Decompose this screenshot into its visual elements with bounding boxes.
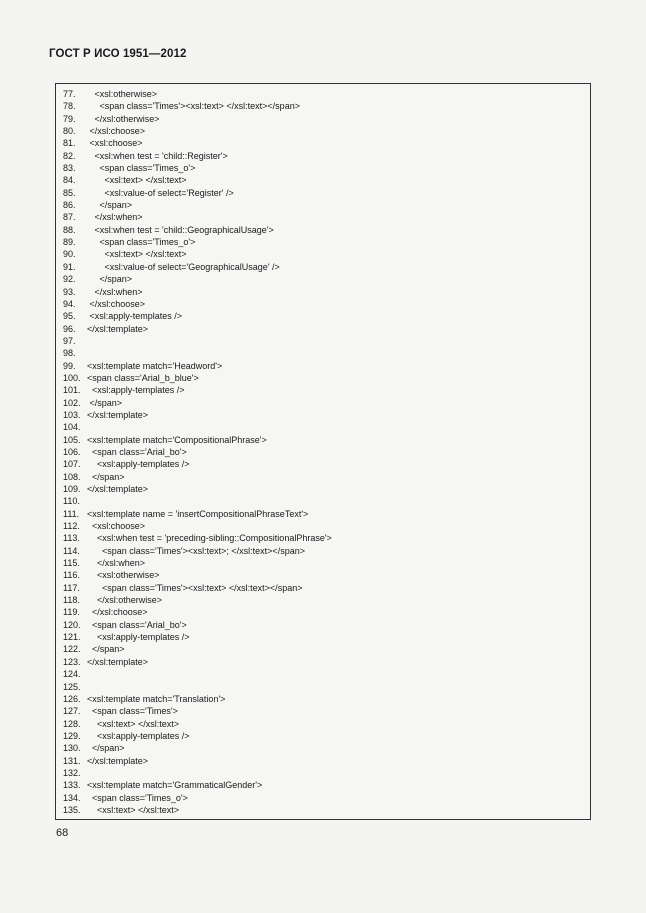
- line-number: 133.: [63, 780, 81, 791]
- code-line: [63, 792, 332, 804]
- line-number: 107.: [63, 459, 81, 470]
- line-text: <xsl:when test = 'child::GeographicalUsage'>: [87, 224, 274, 235]
- line-number: 109.: [63, 484, 81, 494]
- line-number: 129.: [63, 730, 81, 741]
- line-number: 92.: [63, 274, 76, 285]
- line-text: </xsl:otherwise>: [87, 595, 163, 606]
- line-text: <span class='Times_o'>: [87, 237, 196, 248]
- line-text: <xsl:text> </xsl:text>: [87, 175, 187, 186]
- line-text: <xsl:apply-templates />: [87, 385, 185, 396]
- line-text: <xsl:choose>: [87, 521, 146, 532]
- line-number: 112.: [63, 521, 80, 532]
- line-number: 120.: [63, 619, 81, 630]
- line-text: <span class='Times'>: [87, 706, 178, 717]
- line-number: 105.: [63, 434, 81, 445]
- code-line: [63, 742, 332, 754]
- line-text: </span>: [87, 644, 125, 655]
- line-text: <xsl:apply-templates />: [87, 632, 190, 643]
- code-line: [63, 681, 332, 693]
- code-line: [63, 310, 332, 322]
- code-line: [63, 174, 332, 186]
- line-number: 131.: [63, 755, 81, 766]
- code-line: [63, 125, 332, 137]
- line-number: 101.: [63, 385, 81, 396]
- line-number: 100.: [63, 372, 81, 383]
- code-line: [63, 137, 332, 149]
- line-text: </xsl:template>: [87, 755, 149, 766]
- line-text: <xsl:choose>: [87, 138, 143, 149]
- code-line: [63, 767, 332, 779]
- line-text: <span class='Arial_b_blue'>: [87, 372, 199, 383]
- code-line: [63, 705, 332, 717]
- line-number: 81.: [63, 138, 76, 149]
- code-line: [63, 495, 332, 507]
- line-number: 90.: [63, 249, 76, 260]
- line-number: 97.: [63, 335, 76, 346]
- line-text: </span>: [87, 397, 123, 408]
- line-text: </xsl:when>: [87, 212, 143, 223]
- document-header: ГОСТ Р ИСО 1951—2012: [49, 48, 187, 60]
- code-line: [63, 582, 332, 594]
- code-line: [63, 421, 332, 433]
- line-text: <xsl:template match='Translation'>: [87, 693, 226, 704]
- line-text: <xsl:when test = 'preceding-sibling::CompositionalPhrase'>: [87, 533, 332, 544]
- code-line: [63, 286, 332, 298]
- page-number: 68: [56, 827, 69, 839]
- code-line: [63, 606, 332, 618]
- line-number: 130.: [63, 743, 81, 754]
- code-line: [63, 532, 332, 544]
- line-number: 83.: [63, 163, 76, 174]
- code-line: [63, 409, 332, 421]
- line-number: 122.: [63, 644, 81, 655]
- line-text: <span class='Arial_bo'>: [87, 619, 187, 630]
- line-number: 78.: [63, 101, 76, 112]
- code-line: [63, 347, 332, 359]
- line-number: 79.: [63, 113, 76, 124]
- line-number: 98.: [63, 348, 76, 359]
- line-number: 87.: [63, 212, 76, 223]
- code-line: [63, 718, 332, 730]
- code-line: [63, 730, 332, 742]
- code-line: [63, 372, 332, 384]
- line-text: <xsl:value-of select='Register' />: [87, 187, 234, 198]
- code-line: [63, 211, 332, 223]
- line-text: <xsl:text> </xsl:text>: [87, 249, 187, 260]
- code-line: [63, 248, 332, 260]
- code-line: [63, 557, 332, 569]
- code-line: [63, 458, 332, 470]
- line-text: </xsl:template>: [87, 409, 149, 420]
- line-text: <xsl:otherwise>: [87, 89, 158, 99]
- line-number: 121.: [63, 632, 81, 643]
- line-number: 124.: [63, 669, 81, 680]
- line-text: <xsl:text> </xsl:text>: [87, 718, 180, 729]
- code-line: [63, 335, 332, 347]
- line-text: <xsl:value-of select='GeographicalUsage' />: [87, 261, 280, 272]
- code-line: [63, 631, 332, 643]
- line-number: 84.: [63, 175, 76, 186]
- code-listing-box: [55, 83, 591, 820]
- line-number: 114.: [63, 545, 80, 556]
- code-line: [63, 397, 332, 409]
- line-text: </xsl:template>: [87, 323, 149, 334]
- code-line: [63, 187, 332, 199]
- line-number: 85.: [63, 187, 76, 198]
- line-number: 113.: [63, 533, 80, 544]
- line-text: </xsl:when>: [87, 286, 143, 297]
- line-text: <span class='Times'><xsl:text> </xsl:text></span>: [87, 582, 303, 593]
- line-number: 82.: [63, 150, 76, 161]
- line-number: 135.: [63, 804, 81, 815]
- line-number: 127.: [63, 706, 81, 717]
- code-line: [63, 88, 332, 100]
- line-text: <span class='Times'><xsl:text>; </xsl:text></span>: [87, 545, 305, 556]
- line-number: 125.: [63, 681, 81, 692]
- code-line: [63, 162, 332, 174]
- line-text: </xsl:when>: [87, 558, 146, 569]
- code-line: [63, 656, 332, 668]
- code-line: [63, 323, 332, 335]
- line-text: <xsl:when test = 'child::Register'>: [87, 150, 228, 161]
- code-line: [63, 594, 332, 606]
- code-line: [63, 619, 332, 631]
- line-number: 118.: [63, 595, 80, 606]
- line-number: 104.: [63, 422, 81, 433]
- code-line: [63, 804, 332, 816]
- code-line: [63, 483, 332, 495]
- line-number: 110.: [63, 496, 80, 507]
- line-number: 77.: [63, 89, 76, 99]
- line-text: <xsl:template name = 'insertCompositionalPhraseText'>: [87, 508, 309, 519]
- line-number: 123.: [63, 656, 81, 667]
- line-text: </span>: [87, 471, 125, 482]
- line-text: <xsl:apply-templates />: [87, 730, 190, 741]
- line-text: </xsl:choose>: [87, 607, 148, 618]
- code-line: [63, 434, 332, 446]
- line-text: </xsl:template>: [87, 656, 149, 667]
- code-line: [63, 236, 332, 248]
- code-line: [63, 261, 332, 273]
- line-text: <xsl:text> </xsl:text>: [87, 804, 180, 815]
- code-line: [63, 545, 332, 557]
- code-line: [63, 384, 332, 396]
- line-number: 86.: [63, 200, 76, 211]
- line-number: 99.: [63, 360, 76, 371]
- line-number: 88.: [63, 224, 76, 235]
- line-text: <xsl:otherwise>: [87, 570, 160, 581]
- line-text: <xsl:template match='CompositionalPhrase'>: [87, 434, 267, 445]
- code-line: [63, 273, 332, 285]
- line-text: </xsl:template>: [87, 484, 149, 494]
- code-line: [63, 520, 332, 532]
- line-number: 128.: [63, 718, 81, 729]
- code-line: [63, 569, 332, 581]
- code-line: [63, 471, 332, 483]
- line-text: </xsl:choose>: [87, 126, 146, 137]
- line-text: <span class='Times'><xsl:text> </xsl:text></span>: [87, 101, 300, 112]
- line-text: </xsl:choose>: [87, 298, 146, 309]
- line-number: 103.: [63, 409, 81, 420]
- code-line: [63, 779, 332, 791]
- code-line: [63, 298, 332, 310]
- code-line: [63, 113, 332, 125]
- line-number: 89.: [63, 237, 76, 248]
- code-line: [63, 643, 332, 655]
- code-line: [63, 693, 332, 705]
- line-text: <span class='Times_o'>: [87, 163, 196, 174]
- line-text: <xsl:template match='Headword'>: [87, 360, 223, 371]
- line-text: </span>: [87, 200, 133, 211]
- line-number: 117.: [63, 582, 80, 593]
- code-line: [63, 224, 332, 236]
- line-number: 115.: [63, 558, 80, 569]
- line-text: <xsl:apply-templates />: [87, 311, 183, 322]
- code-line: [63, 755, 332, 767]
- code-line: [63, 508, 332, 520]
- line-text: </span>: [87, 743, 125, 754]
- line-number: 119.: [63, 607, 80, 618]
- line-number: 96.: [63, 323, 76, 334]
- line-text: <span class='Times_o'>: [87, 792, 188, 803]
- line-number: 94.: [63, 298, 76, 309]
- line-number: 95.: [63, 311, 76, 322]
- line-text: <xsl:apply-templates />: [87, 459, 190, 470]
- code-line: [63, 199, 332, 211]
- line-text: </xsl:otherwise>: [87, 113, 160, 124]
- line-number: 80.: [63, 126, 76, 137]
- line-number: 126.: [63, 693, 81, 704]
- line-number: 116.: [63, 570, 80, 581]
- line-text: <span class='Arial_bo'>: [87, 446, 187, 457]
- line-number: 134.: [63, 792, 81, 803]
- line-text: <xsl:template match='GrammaticalGender'>: [87, 780, 263, 791]
- code-line: [63, 668, 332, 680]
- line-number: 93.: [63, 286, 76, 297]
- line-number: 108.: [63, 471, 81, 482]
- line-text: </span>: [87, 274, 133, 285]
- line-number: 102.: [63, 397, 81, 408]
- code-line: [63, 100, 332, 112]
- code-line: [63, 360, 332, 372]
- code-line: [63, 150, 332, 162]
- code-line: [63, 446, 332, 458]
- line-number: 91.: [63, 261, 76, 272]
- line-number: 132.: [63, 767, 81, 778]
- line-number: 111.: [63, 508, 80, 519]
- line-number: 106.: [63, 446, 81, 457]
- code-listing: [63, 88, 332, 816]
